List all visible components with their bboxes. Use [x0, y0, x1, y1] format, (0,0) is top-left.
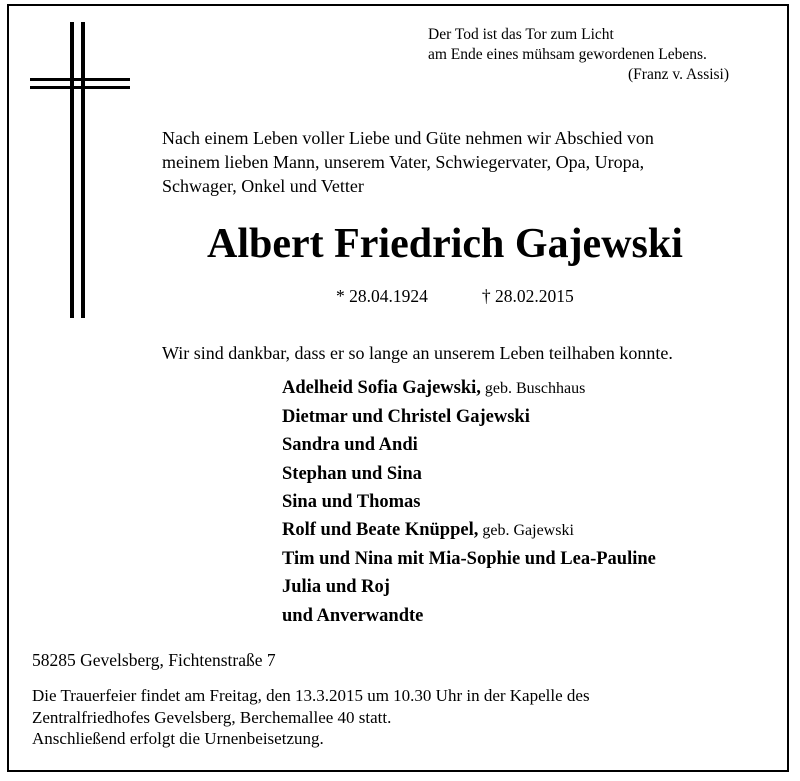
quote-line-1: Der Tod ist das Tor zum Licht — [428, 26, 614, 43]
intro-line-1: Nach einem Leben voller Liebe und Güte nehmen wir Abschied von — [162, 128, 654, 148]
family-member-name: Sina und Thomas — [282, 491, 421, 512]
family-member — [282, 374, 656, 403]
intro-text — [162, 126, 654, 198]
family-member — [282, 431, 656, 459]
family-member — [282, 460, 656, 488]
family-member-name: Tim und Nina mit Mia-Sophie und Lea-Pauline — [282, 549, 656, 570]
death-date: † 28.02.2015 — [481, 286, 574, 306]
thanks-text: Wir sind dankbar, dass er so lange an unserem Leben teilhaben konnte. — [162, 343, 673, 363]
family-member — [282, 516, 656, 545]
service-line-3: Anschließend erfolgt die Urnenbeisetzung. — [32, 729, 324, 748]
service-line-2: Zentralfriedhofes Gevelsberg, Berchemallee 40 statt. — [32, 707, 392, 727]
quote-line-2: am Ende eines mühsam gewordenen Lebens. — [428, 46, 707, 63]
family-member-note: geb. Gajewski — [478, 522, 574, 540]
service-line-1: Die Trauerfeier findet am Freitag, den 13.3.2015 um 10.30 Uhr in der Kapelle des — [32, 686, 590, 705]
family-member-name: Rolf und Beate Knüppel, — [282, 520, 479, 541]
deceased-name: Albert Friedrich Gajewski — [207, 221, 683, 267]
intro-line-3: Schwager, Onkel und Vetter — [162, 176, 364, 196]
family-member-name: Sandra und Andi — [282, 435, 418, 456]
family-member-name: Stephan und Sina — [282, 463, 422, 484]
birth-date: * 28.04.1924 — [336, 286, 428, 306]
family-member — [282, 573, 656, 601]
service-info — [32, 685, 590, 750]
family-member — [282, 545, 656, 573]
family-member-name: Julia und Roj — [282, 577, 390, 598]
family-member — [282, 488, 656, 516]
family-member — [282, 403, 656, 431]
family-member-name: und Anverwandte — [282, 605, 424, 626]
intro-line-2: meinem lieben Mann, unserem Vater, Schwiegervater, Opa, Uropa, — [162, 152, 645, 172]
family-member-note: geb. Buschhaus — [480, 380, 586, 397]
family-list — [282, 374, 656, 630]
quote-attribution: (Franz v. Assisi) — [628, 66, 730, 83]
address: 58285 Gevelsberg, Fichtenstraße 7 — [32, 650, 276, 670]
family-member — [282, 602, 656, 630]
quote-block — [428, 25, 729, 85]
family-member-name: Adelheid Sofia Gajewski, — [282, 378, 481, 398]
life-dates — [336, 285, 574, 307]
family-member-name: Dietmar und Christel Gajewski — [282, 407, 530, 428]
